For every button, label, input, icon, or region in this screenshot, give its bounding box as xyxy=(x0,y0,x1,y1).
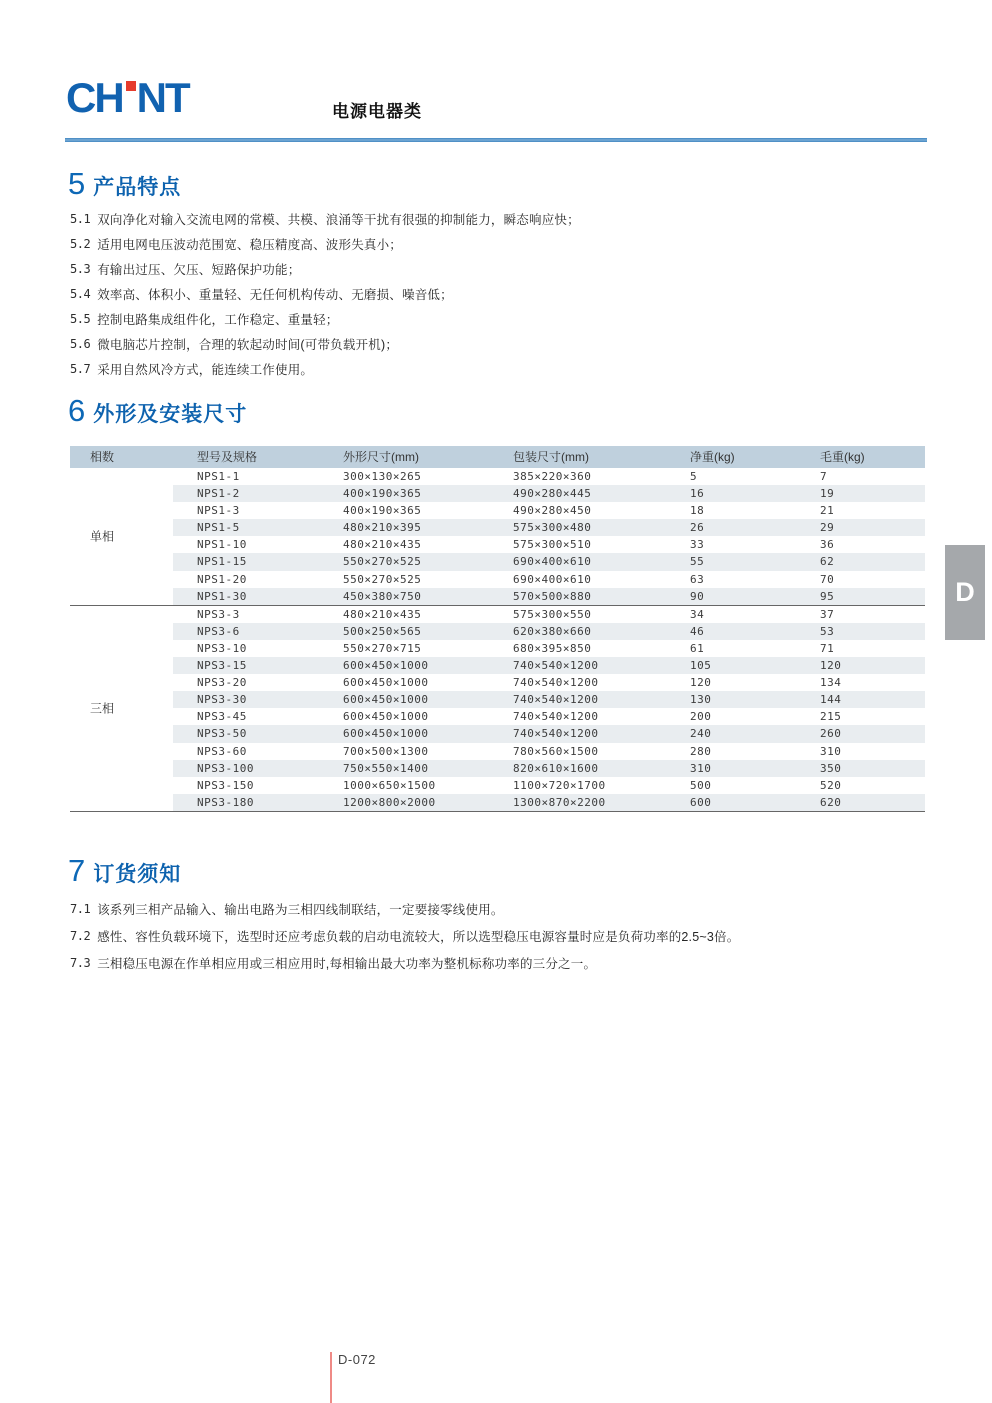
table-cell: 620×380×660 xyxy=(513,624,592,638)
phase-label: 单相 xyxy=(90,529,115,544)
table-cell: 105 xyxy=(690,659,712,673)
note-item xyxy=(70,256,580,281)
table-row xyxy=(70,725,925,742)
table-cell: 120 xyxy=(690,676,712,690)
table-cell: NPS3-100 xyxy=(197,761,254,775)
note-number: 5.7 xyxy=(70,361,91,376)
table-row xyxy=(70,708,925,725)
section-ordering-heading xyxy=(68,855,181,888)
table-cell: 680×395×850 xyxy=(513,641,592,655)
table-cell: 61 xyxy=(690,641,705,655)
table-row xyxy=(70,743,925,760)
section-number: 6 xyxy=(68,393,86,428)
table-cell: 134 xyxy=(820,676,842,690)
phase-spacer xyxy=(70,468,173,485)
table-cell: 130 xyxy=(690,693,712,707)
note-number: 5.5 xyxy=(70,311,91,326)
table-cell: 260 xyxy=(820,727,842,741)
table-cell: 740×540×1200 xyxy=(513,676,599,690)
table-cell: 550×270×525 xyxy=(343,555,422,569)
table-cell: 21 xyxy=(820,504,835,518)
ordering-list xyxy=(70,895,739,976)
phase-spacer xyxy=(70,794,173,811)
dimensions-table-body xyxy=(70,468,925,812)
table-cell: 95 xyxy=(820,589,835,603)
table-cell: NPS3-6 xyxy=(197,624,240,638)
table-cell: 820×610×1600 xyxy=(513,761,599,775)
table-cell: 600×450×1000 xyxy=(343,659,429,673)
table-row xyxy=(70,657,925,674)
note-item xyxy=(70,231,580,256)
table-cell: 53 xyxy=(820,624,835,638)
table-cell: 400×190×365 xyxy=(343,487,422,501)
note-item xyxy=(70,306,580,331)
chint-logo xyxy=(66,74,189,121)
note-item xyxy=(70,949,739,976)
table-cell: 1000×650×1500 xyxy=(343,778,436,792)
phase-spacer xyxy=(70,760,173,777)
column-header: 相数 xyxy=(90,450,115,464)
note-text: 双向净化对输入交流电网的常模、共模、浪涌等干扰有很强的抑制能力，瞬态响应快； xyxy=(97,212,580,227)
table-cell: 690×400×610 xyxy=(513,555,592,569)
table-cell: 600×450×1000 xyxy=(343,710,429,724)
table-cell: 575×300×480 xyxy=(513,521,592,535)
table-cell: 400×190×365 xyxy=(343,504,422,518)
note-item xyxy=(70,922,739,949)
table-cell: 575×300×550 xyxy=(513,607,592,621)
table-cell: 490×280×450 xyxy=(513,504,592,518)
category-title: 电源电器类 xyxy=(332,102,422,121)
table-row xyxy=(70,588,925,605)
table-cell: NPS3-3 xyxy=(197,607,240,621)
page-number: D-072 xyxy=(338,1352,376,1367)
note-number: 5.3 xyxy=(70,261,91,276)
note-number: 5.4 xyxy=(70,286,91,301)
table-cell: 740×540×1200 xyxy=(513,659,599,673)
phase-spacer xyxy=(70,640,173,657)
header-divider xyxy=(65,138,927,142)
table-cell: NPS3-45 xyxy=(197,710,247,724)
note-number: 7.1 xyxy=(70,901,91,916)
phase-spacer xyxy=(70,588,173,605)
section-number: 7 xyxy=(68,853,86,888)
phase-spacer xyxy=(70,777,173,794)
table-cell: NPS1-2 xyxy=(197,487,240,501)
table-row xyxy=(70,606,925,623)
section-dimensions-heading xyxy=(68,395,247,428)
table-cell: 490×280×445 xyxy=(513,487,592,501)
note-text: 该系列三相产品输入、输出电路为三相四线制联结，一定要接零线使用。 xyxy=(97,902,504,917)
table-cell: 740×540×1200 xyxy=(513,710,599,724)
table-cell: 1200×800×2000 xyxy=(343,795,436,809)
table-cell: 300×130×265 xyxy=(343,470,422,483)
note-number: 5.1 xyxy=(70,211,91,226)
table-cell: 1300×870×2200 xyxy=(513,795,606,809)
note-item xyxy=(70,895,739,922)
table-cell: 480×210×435 xyxy=(343,538,422,552)
section-number: 5 xyxy=(68,166,86,201)
table-cell: 480×210×395 xyxy=(343,521,422,535)
note-text: 三相稳压电源在作单相应用或三相应用时,每相输出最大功率为整机标称功率的三分之一。 xyxy=(97,956,597,971)
table-cell: 310 xyxy=(690,761,712,775)
table-cell: 240 xyxy=(690,727,712,741)
table-cell: 120 xyxy=(820,659,842,673)
table-cell: 570×500×880 xyxy=(513,589,592,603)
note-text: 效率高、体积小、重量轻、无任何机构传动、无磨损、噪音低； xyxy=(97,287,453,302)
phase-spacer xyxy=(70,606,173,623)
note-number: 7.2 xyxy=(70,928,91,943)
table-row xyxy=(70,468,925,485)
note-number: 5.6 xyxy=(70,336,91,351)
table-row xyxy=(70,553,925,570)
table-row xyxy=(70,519,925,536)
table-row xyxy=(70,760,925,777)
table-cell: 690×400×610 xyxy=(513,572,592,586)
table-cell: 450×380×750 xyxy=(343,589,422,603)
note-item xyxy=(70,206,580,231)
table-cell: 620 xyxy=(820,795,842,809)
table-cell: 500×250×565 xyxy=(343,624,422,638)
note-text: 适用电网电压波动范围宽、稳压精度高、波形失真小； xyxy=(97,237,402,252)
table-cell: 700×500×1300 xyxy=(343,744,429,758)
table-cell: NPS3-180 xyxy=(197,795,254,809)
table-cell: NPS3-50 xyxy=(197,727,247,741)
table-cell: 350 xyxy=(820,761,842,775)
table-cell: 1100×720×1700 xyxy=(513,778,606,792)
table-row xyxy=(70,794,925,811)
column-header: 型号及规格 xyxy=(197,450,258,464)
table-cell: NPS3-15 xyxy=(197,659,247,673)
table-cell: 71 xyxy=(820,641,835,655)
phase-spacer xyxy=(70,623,173,640)
note-text: 有输出过压、欠压、短路保护功能； xyxy=(97,262,301,277)
section-title: 外形及安装尺寸 xyxy=(93,403,248,426)
table-cell: 600×450×1000 xyxy=(343,676,429,690)
table-cell: 90 xyxy=(690,589,705,603)
phase-spacer xyxy=(70,674,173,691)
note-number: 5.2 xyxy=(70,236,91,251)
phase-spacer xyxy=(70,691,173,708)
table-cell: 36 xyxy=(820,538,835,552)
table-row xyxy=(70,640,925,657)
table-cell: 55 xyxy=(690,555,705,569)
table-cell: 215 xyxy=(820,710,842,724)
phase-spacer xyxy=(70,485,173,502)
note-item xyxy=(70,331,580,356)
table-cell: 16 xyxy=(690,487,705,501)
column-header: 净重(kg) xyxy=(690,450,735,464)
table-row xyxy=(70,485,925,502)
phase-spacer xyxy=(70,519,173,536)
table-cell: 19 xyxy=(820,487,835,501)
phase-spacer xyxy=(70,657,173,674)
table-cell: 29 xyxy=(820,521,835,535)
table-cell: 144 xyxy=(820,693,842,707)
chapter-tab-d xyxy=(945,545,985,640)
table-cell: NPS1-5 xyxy=(197,521,240,535)
logo-text-left: CH xyxy=(66,74,123,121)
phase-spacer xyxy=(70,571,173,588)
table-cell: 62 xyxy=(820,555,835,569)
table-cell: 520 xyxy=(820,778,842,792)
table-cell: 5 xyxy=(690,470,698,483)
table-cell: 70 xyxy=(820,572,835,586)
table-cell: NPS1-1 xyxy=(197,470,240,483)
table-cell: NPS3-30 xyxy=(197,693,247,707)
note-text: 感性、容性负载环境下，选型时还应考虑负载的启动电流较大，所以选型稳压电源容量时应是负荷功率的2.5~3倍。 xyxy=(97,929,740,944)
table-cell: 600×450×1000 xyxy=(343,693,429,707)
table-cell: 600 xyxy=(690,795,712,809)
section-title: 订货须知 xyxy=(93,863,182,886)
table-cell: NPS1-15 xyxy=(197,555,247,569)
table-cell: NPS1-20 xyxy=(197,572,247,586)
phase-spacer xyxy=(70,536,173,553)
table-row xyxy=(70,674,925,691)
note-item xyxy=(70,281,580,306)
table-cell: 280 xyxy=(690,744,712,758)
column-header: 毛重(kg) xyxy=(820,450,865,464)
table-group xyxy=(70,605,925,811)
table-row xyxy=(70,777,925,794)
section-features-heading xyxy=(68,168,181,201)
features-list xyxy=(70,206,580,381)
dimensions-table-head xyxy=(70,446,925,468)
note-text: 微电脑芯片控制，合理的软起动时间(可带负载开机)； xyxy=(97,337,399,352)
table-cell: 310 xyxy=(820,744,842,758)
table-cell: 550×270×715 xyxy=(343,641,422,655)
table-cell: 385×220×360 xyxy=(513,470,592,483)
table-group xyxy=(70,468,925,605)
note-text: 控制电路集成组件化，工作稳定、重量轻； xyxy=(97,312,339,327)
note-item xyxy=(70,356,580,381)
footer-divider xyxy=(330,1352,332,1403)
table-row xyxy=(70,623,925,640)
table-cell: 780×560×1500 xyxy=(513,744,599,758)
phase-spacer xyxy=(70,553,173,570)
table-cell: NPS1-3 xyxy=(197,504,240,518)
phase-spacer xyxy=(70,708,173,725)
table-cell: 750×550×1400 xyxy=(343,761,429,775)
table-cell: NPS3-150 xyxy=(197,778,254,792)
logo-text-right: NT xyxy=(136,74,189,121)
note-text: 采用自然风冷方式，能连续工作使用。 xyxy=(97,362,314,377)
logo-i-dot-icon xyxy=(126,81,136,91)
phase-label: 三相 xyxy=(90,701,115,716)
table-cell: 33 xyxy=(690,538,705,552)
table-cell: 46 xyxy=(690,624,705,638)
dimensions-table xyxy=(70,446,925,812)
table-row xyxy=(70,502,925,519)
table-cell: 26 xyxy=(690,521,705,535)
phase-spacer xyxy=(70,743,173,760)
table-cell: 550×270×525 xyxy=(343,572,422,586)
table-row xyxy=(70,571,925,588)
table-cell: NPS1-10 xyxy=(197,538,247,552)
table-cell: NPS3-20 xyxy=(197,676,247,690)
table-cell: 37 xyxy=(820,607,835,621)
table-cell: NPS3-60 xyxy=(197,744,247,758)
table-cell: 34 xyxy=(690,607,705,621)
chapter-tab-label: D xyxy=(955,577,975,607)
phase-spacer xyxy=(70,725,173,742)
table-cell: 63 xyxy=(690,572,705,586)
table-cell: 18 xyxy=(690,504,705,518)
table-row xyxy=(70,536,925,553)
table-cell: 7 xyxy=(820,470,828,483)
table-cell: 600×450×1000 xyxy=(343,727,429,741)
note-number: 7.3 xyxy=(70,955,91,970)
table-cell: 480×210×435 xyxy=(343,607,422,621)
column-header: 外形尺寸(mm) xyxy=(343,450,419,464)
table-cell: 740×540×1200 xyxy=(513,727,599,741)
table-cell: 500 xyxy=(690,778,712,792)
table-row xyxy=(70,691,925,708)
table-cell: NPS1-30 xyxy=(197,589,247,603)
table-cell: 575×300×510 xyxy=(513,538,592,552)
table-cell: 200 xyxy=(690,710,712,724)
phase-spacer xyxy=(70,502,173,519)
table-cell: 740×540×1200 xyxy=(513,693,599,707)
column-header: 包装尺寸(mm) xyxy=(513,450,589,464)
section-title: 产品特点 xyxy=(93,176,182,199)
table-cell: NPS3-10 xyxy=(197,641,247,655)
